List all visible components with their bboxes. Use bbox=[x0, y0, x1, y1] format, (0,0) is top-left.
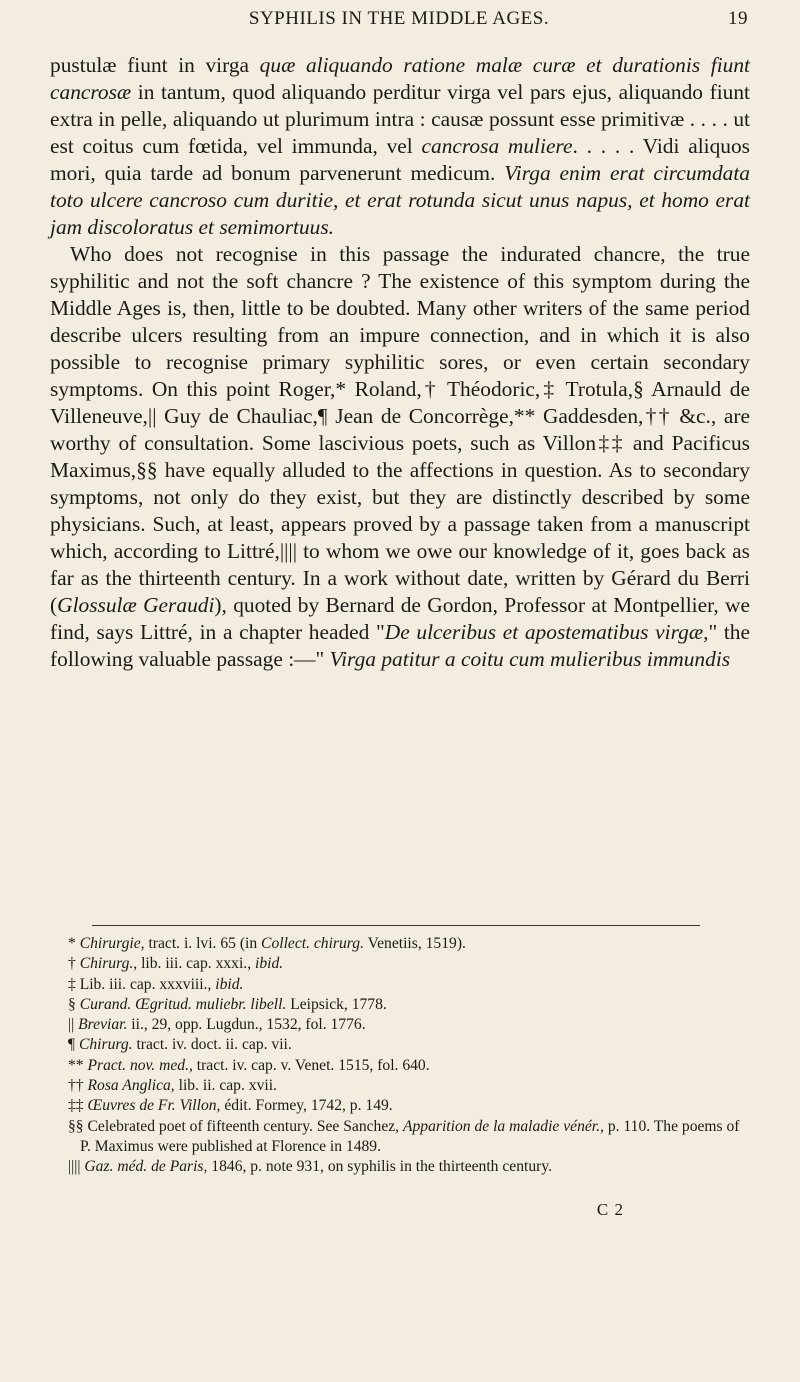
italic-text: Chirurgie, bbox=[79, 935, 145, 952]
text-run: . . . . . Vidi aliquos mori, quia tarde ad bonum parvenerunt medicum. bbox=[50, 134, 750, 185]
italic-text: Collect. chirurg. bbox=[261, 935, 364, 952]
text-run: lib. iii. cap. xxxi., bbox=[137, 955, 255, 973]
page-number: 19 bbox=[728, 8, 748, 29]
text-run: Leipsick, 1778. bbox=[286, 995, 387, 1013]
signature-mark: C 2 bbox=[596, 1200, 624, 1219]
text-run: tract. iv. cap. v. Venet. 1515, fol. 640. bbox=[192, 1056, 430, 1074]
text-run: " the following valuable passage :—" bbox=[50, 620, 751, 671]
footnote bbox=[58, 1117, 748, 1158]
italic-text: Virga patitur a coitu cum mulieribus immundis bbox=[329, 647, 731, 671]
text-run: ‡‡ bbox=[68, 1097, 88, 1115]
text-run: lib. ii. cap. xvii. bbox=[174, 1077, 277, 1095]
italic-text: De ulceribus et apostematibus virgæ, bbox=[384, 620, 709, 644]
italic-text: Œuvres de Fr. Villon, bbox=[87, 1097, 221, 1115]
italic-text: Glossulæ Geraudi bbox=[57, 593, 215, 617]
footnote bbox=[58, 995, 748, 1015]
footnote bbox=[58, 1035, 748, 1055]
text-run: † bbox=[68, 955, 80, 973]
text-run: p. 110. The poems of P. Maximus were published at Florence in 1489. bbox=[80, 1117, 740, 1155]
page-header bbox=[50, 8, 748, 34]
footnote bbox=[58, 1157, 748, 1177]
text-run: tract. iv. doct. ii. cap. vii. bbox=[132, 1036, 292, 1054]
italic-text: Apparition de la maladie vénér., bbox=[402, 1117, 604, 1135]
text-run: †† bbox=[68, 1077, 88, 1095]
paragraph bbox=[50, 241, 750, 673]
footnote bbox=[58, 1076, 748, 1096]
text-run: § bbox=[68, 995, 80, 1013]
italic-text: Rosa Anglica, bbox=[87, 1077, 175, 1095]
italic-text: quæ aliquando ratione malæ curæ et durationis fiunt cancrosæ bbox=[50, 53, 750, 104]
text-run: Venetiis, 1519). bbox=[363, 935, 466, 952]
text-run: ** bbox=[68, 1056, 88, 1074]
footnote bbox=[58, 954, 748, 974]
text-run: 1846, p. note 931, on syphilis in the thirteenth century. bbox=[207, 1158, 553, 1176]
italic-text: Curand. Œgritud. muliebr. libell. bbox=[79, 995, 287, 1013]
footnote bbox=[58, 934, 748, 954]
italic-text: Chirurg., bbox=[79, 955, 138, 973]
text-run: || bbox=[68, 1016, 79, 1034]
paragraph bbox=[50, 52, 750, 241]
footnote bbox=[58, 1056, 748, 1076]
text-run: pustulæ fiunt in virga bbox=[50, 53, 260, 77]
italic-text: Pract. nov. med., bbox=[87, 1056, 193, 1074]
text-run: §§ Celebrated poet of fifteenth century. See Sanchez, bbox=[68, 1117, 403, 1135]
text-run: édit. Formey, 1742, p. 149. bbox=[220, 1097, 393, 1115]
text-run: Who does not recognise in this passage the indurated chancre, the true syphilitic and not the soft chancre ? The existence of this symptom during the Middle Ages is, then, little to be doubted. Many other writers of the same period describe ulcers resulting from an impure connection, and in which it is also possible to recognise primary syphilitic sores, or even certain secondary symptoms. On this point Roger,* Roland,† Théodoric,‡ Trotula,§ Arnauld de Villeneuve,|| Guy de Chauliac,¶ Jean de Concorrège,** Gaddesden,†† &c., are worthy of consultation. Some lascivious poets, such as Villon‡‡ and Pacificus Maximus,§§ have equally alluded to the affections in question. As to secondary symptoms, not only do they exist, but they are distinctly described by some physicians. Such, at least, appears proved by a passage taken from a manuscript which, according to Littré,|||| to whom we owe our knowledge of it, goes back as far as the thirteenth century. In a work without date, written by Gérard du Berri ( bbox=[50, 242, 750, 617]
italic-text: Chirurg. bbox=[78, 1036, 133, 1054]
italic-text: ibid. bbox=[255, 955, 284, 973]
text-run: in tantum, quod aliquando perditur virga vel pars ejus, aliquando fiunt extra in pelle, aliquando ut plurimum intra : causæ possunt esse primitivæ . . . . ut est coitus cum fœtida, vel immunda, vel bbox=[50, 80, 750, 158]
text-run: tract. i. lvi. 65 (in bbox=[144, 935, 262, 952]
body-text bbox=[50, 52, 750, 673]
italic-text: cancrosa muliere bbox=[421, 134, 573, 158]
footnote bbox=[58, 1015, 748, 1035]
text-run: |||| bbox=[68, 1158, 85, 1176]
footnote bbox=[58, 1096, 748, 1116]
italic-text: ibid. bbox=[215, 975, 244, 993]
text-run: * bbox=[68, 935, 80, 952]
text-run: ‡ Lib. iii. cap. xxxviii., bbox=[68, 975, 216, 993]
footnote bbox=[58, 975, 748, 995]
italic-text: Virga enim erat circumdata toto ulcere cancroso cum duritie, et erat rotunda sicut unus napus, et homo erat jam discoloratus et semimortuus. bbox=[50, 161, 750, 239]
running-title: SYPHILIS IN THE MIDDLE AGES. bbox=[248, 8, 550, 29]
footnote-divider bbox=[92, 925, 700, 926]
italic-text: Breviar. bbox=[78, 1016, 128, 1034]
italic-text: Gaz. méd. de Paris, bbox=[84, 1158, 208, 1176]
text-run: ¶ bbox=[68, 1036, 79, 1054]
text-run: ii., 29, opp. Lugdun., 1532, fol. 1776. bbox=[127, 1016, 366, 1034]
text-run: ), quoted by Bernard de Gordon, Professor at Montpellier, we find, says Littré, in a chapter headed " bbox=[50, 593, 750, 644]
footnotes bbox=[58, 934, 748, 1178]
